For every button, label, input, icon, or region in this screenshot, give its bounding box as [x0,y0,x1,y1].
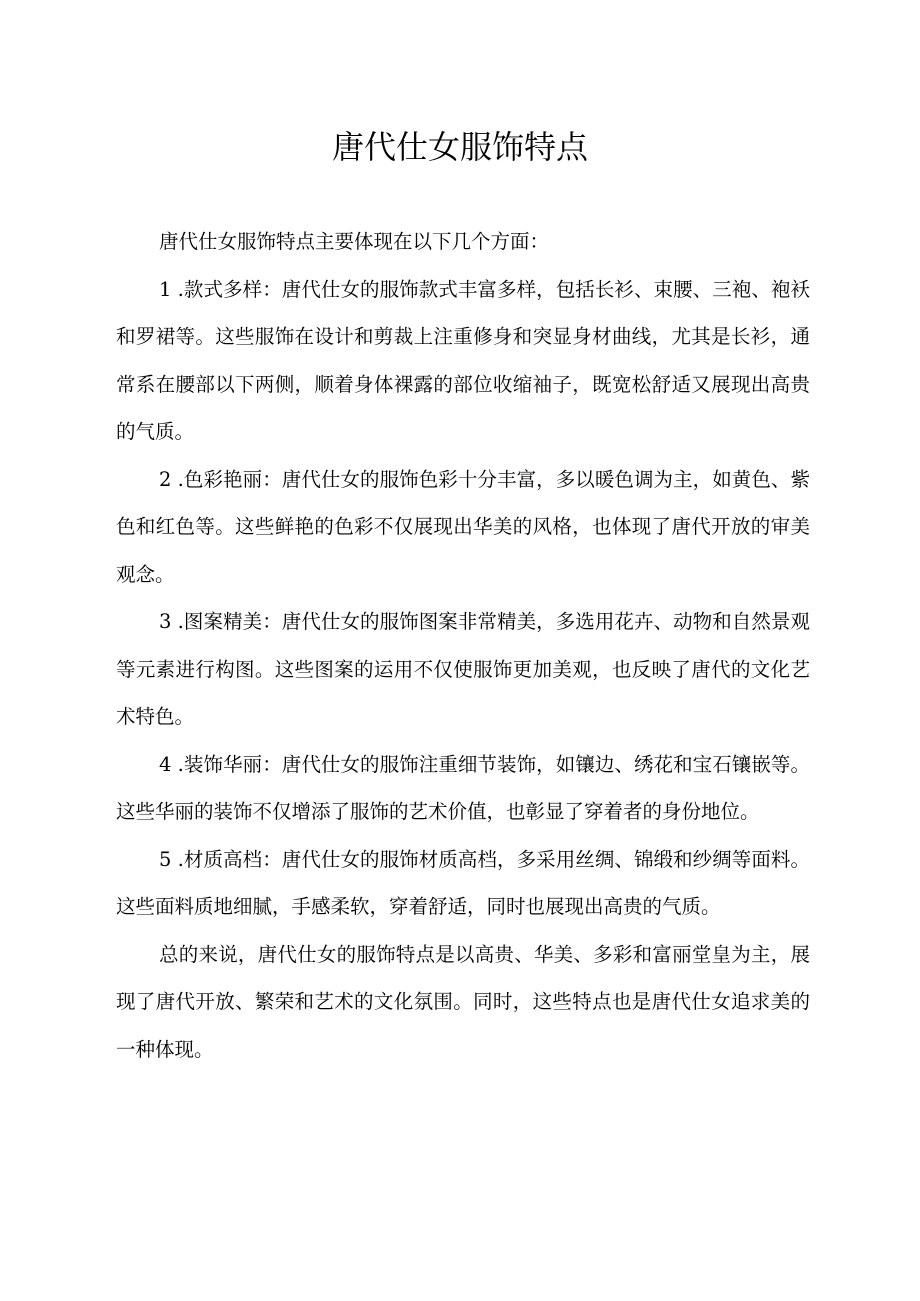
point-2-colors: 2 .色彩艳丽：唐代仕女的服饰色彩十分丰富，多以暖色调为主，如黄色、紫色和红色等。这些鲜艳的色彩不仅展现出华美的风格，也体现了唐代开放的审美观念。 [116,467,810,586]
document-body [116,218,810,1073]
point-5-materials: 5 .材质高档：唐代仕女的服饰材质高档，多采用丝绸、锦缎和纱绸等面料。这些面料质地细腻，手感柔软，穿着舒适，同时也展现出高贵的气质。 [116,847,810,918]
point-4-decoration: 4 .装饰华丽：唐代仕女的服饰注重细节装饰，如镶边、绣花和宝石镶嵌等。这些华丽的装饰不仅增添了服饰的艺术价值，也彰显了穿着者的身份地位。 [116,752,810,823]
intro-paragraph: 唐代仕女服饰特点主要体现在以下几个方面： [159,230,550,253]
document-title: 唐代仕女服饰特点 [331,128,588,166]
point-1-style-variety: 1 .款式多样：唐代仕女的服饰款式丰富多样，包括长衫、束腰、三袍、袍袄和罗裙等。这些服饰在设计和剪裁上注重修身和突显身材曲线，尤其是长衫，通常系在腰部以下两侧，顺着身体裸露的部位收缩袖子，既宽松舒适又展现出高贵的气质。 [116,277,810,443]
conclusion-paragraph: 总的来说，唐代仕女的服饰特点是以高贵、华美、多彩和富丽堂皇为主，展现了唐代开放、繁荣和艺术的文化氛围。同时，这些特点也是唐代仕女追求美的一种体现。 [116,942,810,1061]
point-3-patterns: 3 .图案精美：唐代仕女的服饰图案非常精美，多选用花卉、动物和自然景观等元素进行构图。这些图案的运用不仅使服饰更加美观，也反映了唐代的文化艺术特色。 [116,610,810,728]
